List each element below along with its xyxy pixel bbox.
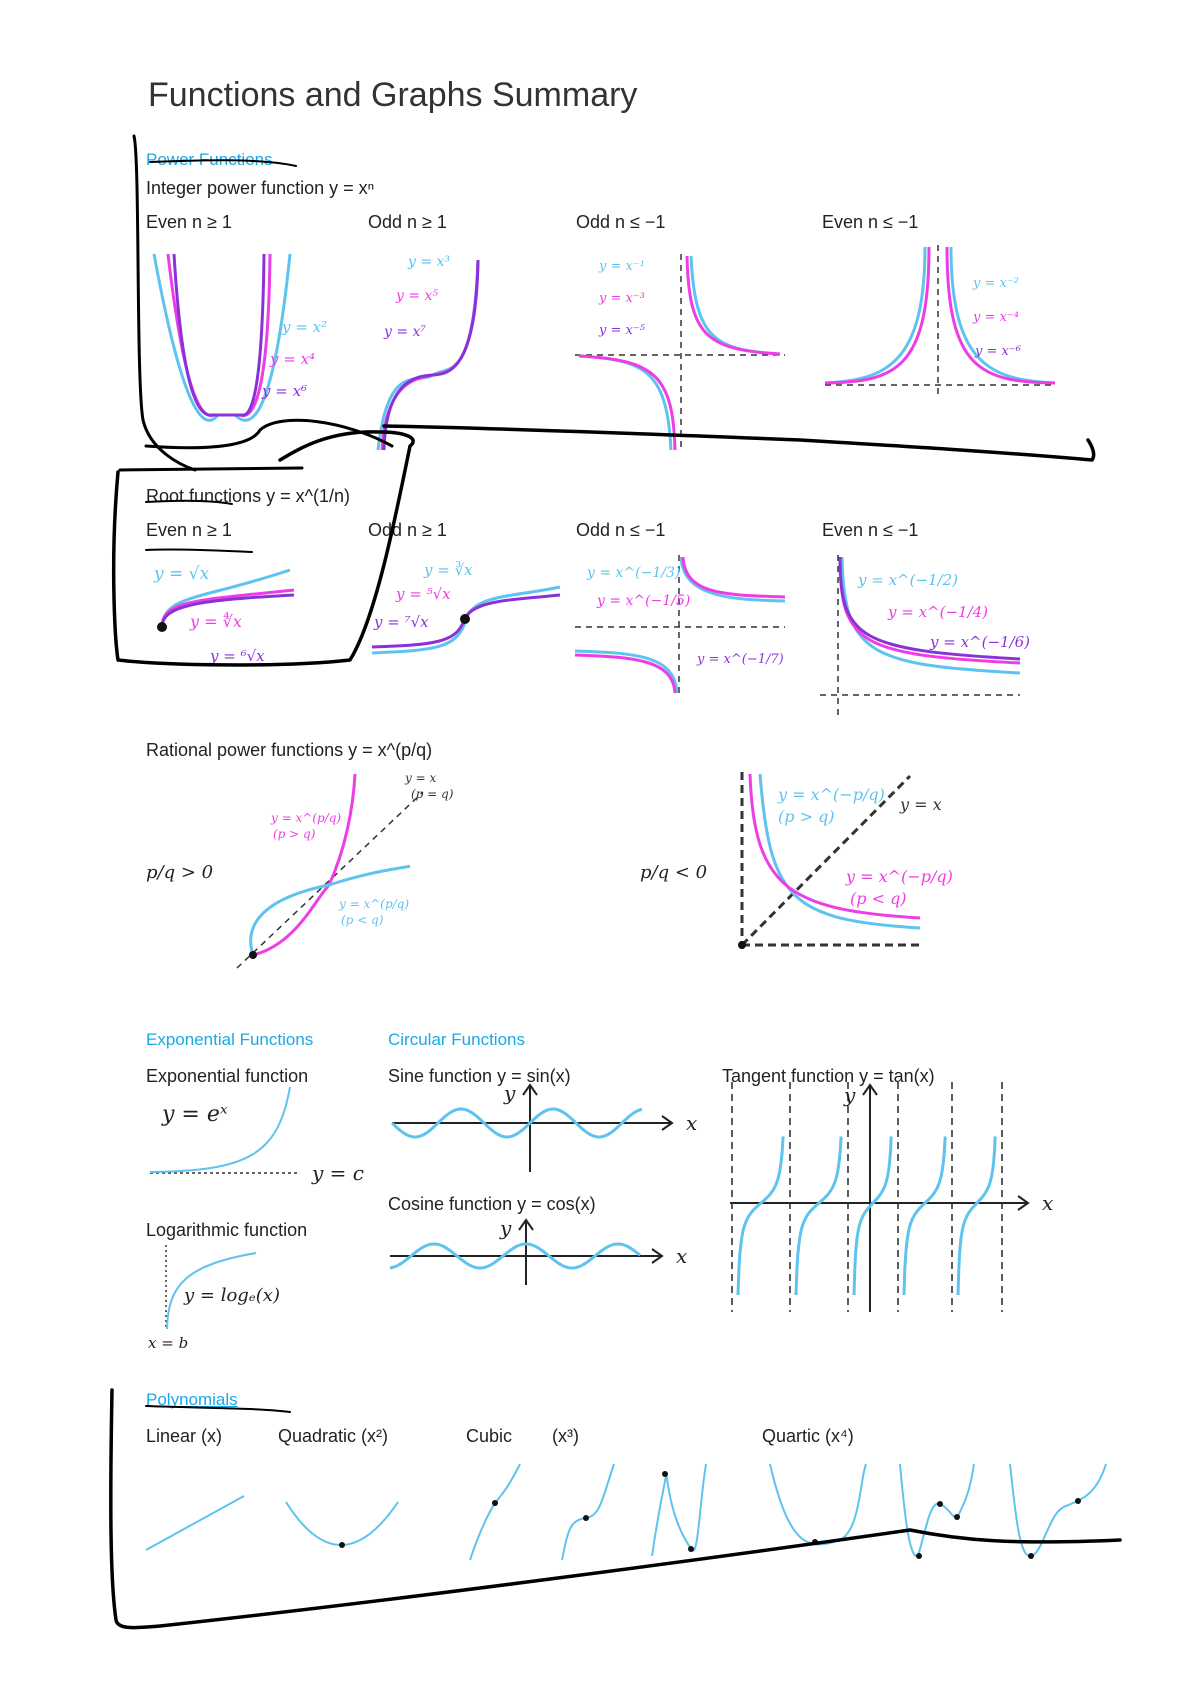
graph-root-odd-neg bbox=[575, 555, 785, 695]
sine-label: Sine function y = sin(x) bbox=[388, 1066, 571, 1086]
graph-polynomials bbox=[140, 1460, 1120, 1570]
tangent-branch bbox=[854, 1137, 891, 1296]
power-col-odd-pos: Odd n ≥ 1 bbox=[368, 212, 447, 232]
cosine-label: Cosine function y = cos(x) bbox=[388, 1194, 596, 1214]
power-col-even-neg: Even n ≤ −1 bbox=[822, 212, 919, 232]
label-x-1-4: y = x^(−1/4) bbox=[888, 603, 989, 621]
tangent-branch bbox=[796, 1137, 841, 1296]
rational-pos-label: p/q > 0 bbox=[146, 862, 214, 883]
quartic-2 bbox=[900, 1464, 974, 1556]
cosine-y-axis: y bbox=[500, 1216, 512, 1240]
graph-root-even-neg bbox=[820, 555, 1031, 715]
label-x6: y = x⁶ bbox=[262, 382, 308, 400]
tangent-label: Tangent function y = tan(x) bbox=[722, 1066, 935, 1086]
tangent-x-axis: x bbox=[1042, 1191, 1054, 1215]
quadratic-label: Quadratic (x²) bbox=[278, 1426, 389, 1446]
power-subtitle: Integer power function y = xⁿ bbox=[146, 178, 375, 198]
graph-logarithm bbox=[146, 1245, 346, 1355]
tangent-branch bbox=[738, 1137, 783, 1296]
label-4rt: y = ∜x bbox=[190, 612, 242, 631]
circular-heading: Circular Functions bbox=[388, 1030, 525, 1049]
tangent-branch bbox=[904, 1137, 945, 1296]
label-x-5: y = x⁻⁵ bbox=[599, 323, 645, 338]
quartic-1 bbox=[770, 1464, 866, 1544]
cubic-label: Cubic bbox=[466, 1426, 513, 1446]
exponential-heading: Exponential Functions bbox=[146, 1030, 314, 1049]
graph-power-even-pos bbox=[150, 250, 350, 420]
rational-heading: Rational power functions y = x^(p/q) bbox=[146, 740, 433, 760]
label-5rt: y = ⁵√x bbox=[396, 585, 451, 603]
graph-power-odd-neg bbox=[575, 250, 785, 450]
label-x-1-3: y = x^(−1/3) bbox=[587, 565, 681, 581]
label-pos-curve1-cond: (p > q) bbox=[273, 827, 316, 841]
cubic-3 bbox=[652, 1464, 706, 1556]
linear-label: Linear (x) bbox=[146, 1426, 223, 1446]
sine-x-axis: x bbox=[686, 1111, 698, 1135]
tangent-branch bbox=[958, 1137, 995, 1296]
label-3rt: y = ∛x bbox=[424, 561, 473, 579]
label-7rt: y = ⁷√x bbox=[374, 613, 429, 631]
root-col-odd-neg: Odd n ≤ −1 bbox=[576, 520, 666, 540]
label-x-1-2: y = x^(−1/2) bbox=[858, 571, 959, 589]
exp-function-label: Exponential function bbox=[146, 1066, 309, 1086]
sine-y-axis: y bbox=[504, 1081, 516, 1105]
label-x-3: y = x⁻³ bbox=[599, 291, 645, 306]
page-title: Functions and Graphs Summary bbox=[148, 76, 638, 114]
graph-rational-neg bbox=[730, 770, 953, 970]
root-col-even-pos: Even n ≥ 1 bbox=[146, 520, 232, 540]
label-pos-curve2: y = x^(p/q) bbox=[339, 897, 410, 911]
label-x2: y = x² bbox=[282, 318, 328, 336]
quartic-3 bbox=[1010, 1464, 1106, 1556]
label-6rt: y = ⁶√x bbox=[210, 647, 265, 665]
label-x-1-7: y = x^(−1/7) bbox=[697, 652, 784, 667]
exp-eq: y = eˣ bbox=[162, 1102, 228, 1127]
power-col-odd-neg: Odd n ≤ −1 bbox=[576, 212, 666, 232]
graph-root-odd-pos bbox=[372, 555, 562, 670]
cubic-2 bbox=[562, 1464, 614, 1560]
cubic-power-label: (x³) bbox=[552, 1426, 579, 1446]
root-col-even-neg: Even n ≤ −1 bbox=[822, 520, 919, 540]
graph-exponential bbox=[148, 1085, 388, 1185]
label-pos-line-cond: (p = q) bbox=[411, 787, 454, 801]
label-neg-curve1-cond: (p > q) bbox=[778, 807, 835, 826]
label-x5: y = x⁵ bbox=[396, 288, 439, 304]
log-asymptote: x = b bbox=[148, 1334, 189, 1352]
exp-asymptote: y = c bbox=[312, 1161, 364, 1185]
linear-line bbox=[146, 1496, 244, 1550]
label-x-2: y = x⁻² bbox=[973, 276, 1019, 291]
label-pos-line: y = x bbox=[405, 771, 437, 785]
label-x-1: y = x⁻¹ bbox=[599, 259, 645, 274]
label-neg-curve1: y = x^(−p/q) bbox=[778, 785, 885, 804]
graph-sine bbox=[392, 1080, 712, 1180]
label-neg-curve2-cond: (p < q) bbox=[850, 889, 907, 908]
power-functions-heading: Power Functions bbox=[146, 150, 273, 169]
graph-root-even-pos bbox=[150, 555, 300, 665]
label-x-1-5: y = x^(−1/5) bbox=[597, 593, 691, 609]
label-pos-curve1: y = x^(p/q) bbox=[271, 811, 342, 825]
tangent-y-axis: y bbox=[844, 1083, 856, 1107]
label-x4: y = x⁴ bbox=[270, 350, 316, 368]
cubic-1 bbox=[470, 1464, 520, 1560]
label-x3: y = x³ bbox=[408, 254, 451, 270]
graph-cosine bbox=[390, 1215, 710, 1315]
rational-neg-label: p/q < 0 bbox=[640, 862, 708, 883]
polynomials-heading: Polynomials bbox=[146, 1390, 238, 1409]
power-col-even-pos: Even n ≥ 1 bbox=[146, 212, 232, 232]
label-x-1-6: y = x^(−1/6) bbox=[930, 633, 1031, 651]
label-sqrt: y = √x bbox=[154, 564, 210, 584]
label-pos-curve2-cond: (p < q) bbox=[341, 913, 384, 927]
quadratic-curve bbox=[286, 1502, 398, 1545]
cosine-x-axis: x bbox=[676, 1244, 688, 1268]
quartic-label: Quartic (x⁴) bbox=[762, 1426, 854, 1446]
graph-rational-pos bbox=[235, 770, 465, 970]
root-col-odd-pos: Odd n ≥ 1 bbox=[368, 520, 447, 540]
graph-tangent bbox=[730, 1080, 1060, 1320]
label-x-4: y = x⁻⁴ bbox=[973, 310, 1019, 325]
graph-power-odd-pos bbox=[378, 250, 498, 450]
log-eq: y = logₑ(x) bbox=[184, 1285, 280, 1306]
label-neg-line: y = x bbox=[900, 795, 942, 814]
label-x-6: y = x⁻⁶ bbox=[975, 344, 1021, 359]
label-neg-curve2: y = x^(−p/q) bbox=[846, 867, 953, 886]
log-function-label: Logarithmic function bbox=[146, 1220, 308, 1240]
root-heading: Root functions y = x^(1/n) bbox=[146, 486, 351, 506]
graph-power-even-neg bbox=[825, 245, 1055, 395]
label-x7: y = x⁷ bbox=[384, 324, 427, 340]
